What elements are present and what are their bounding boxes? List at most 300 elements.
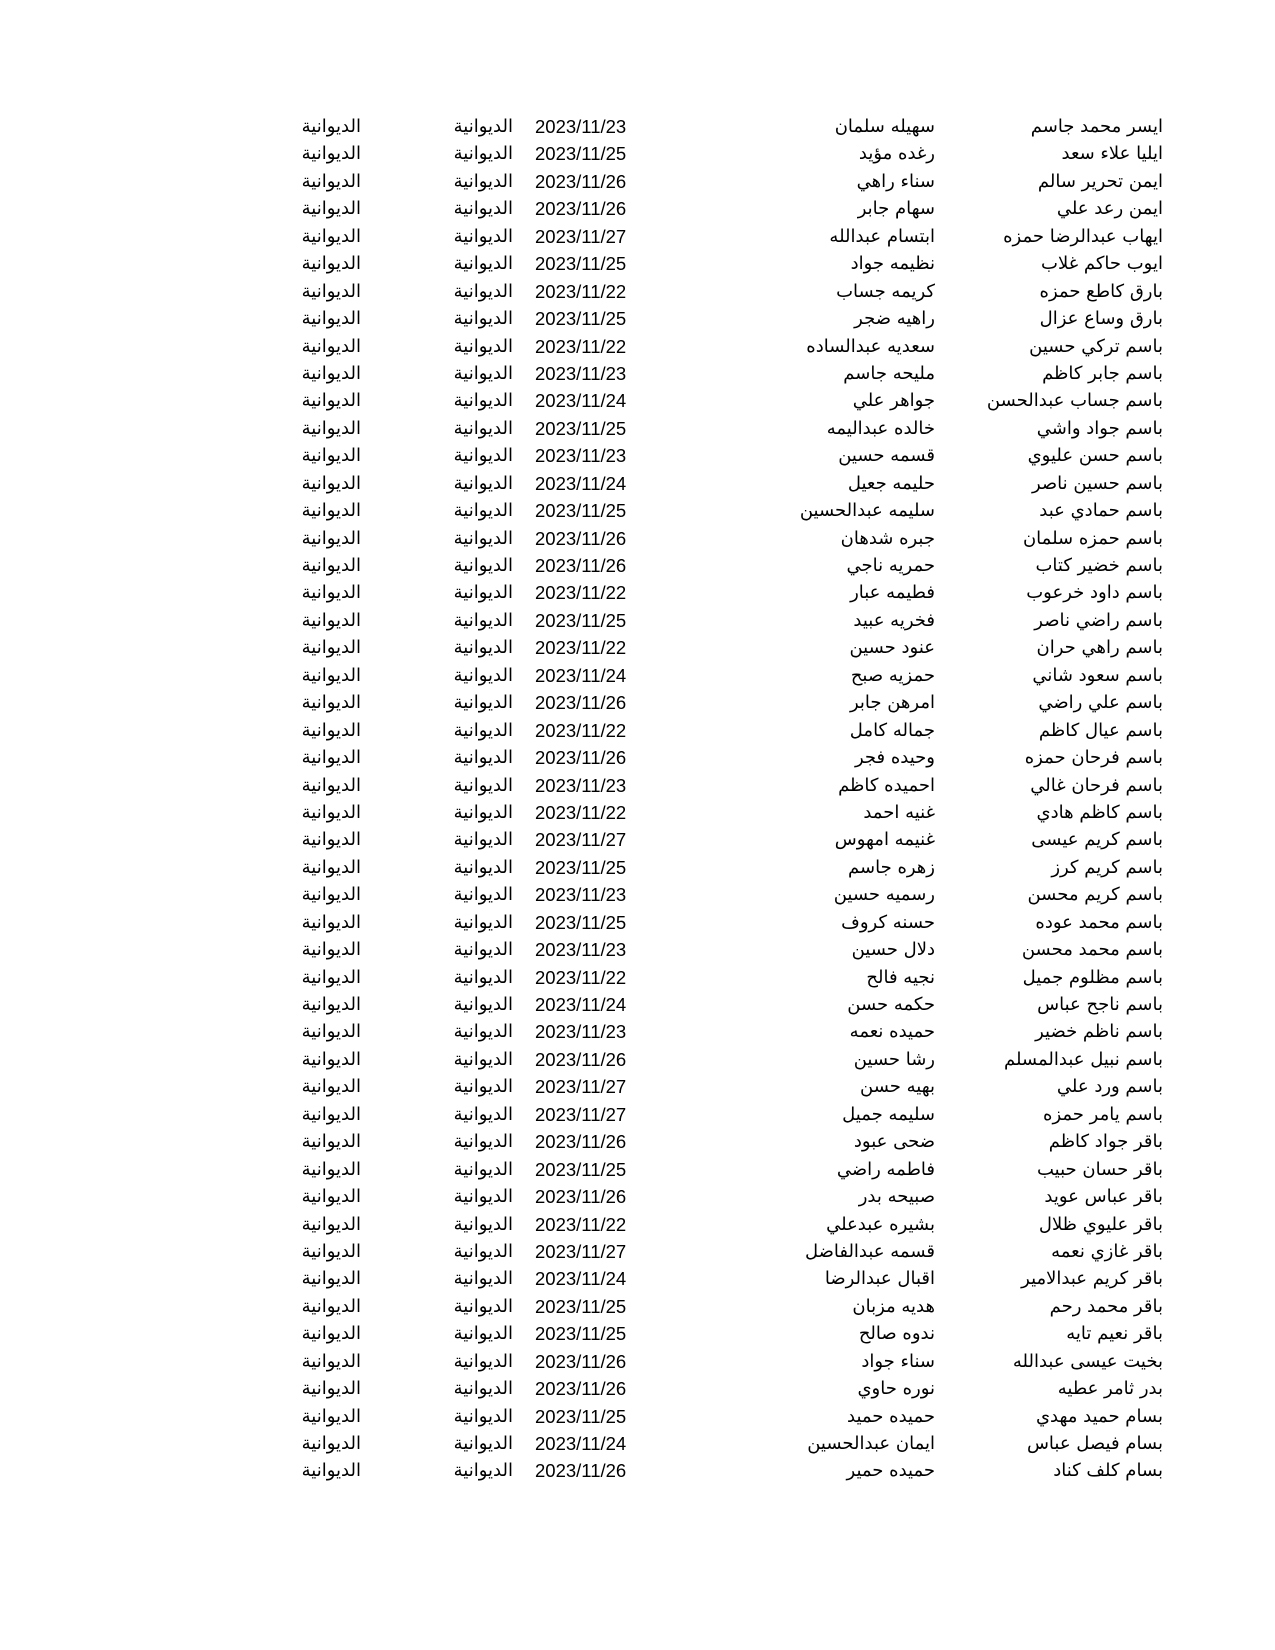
record-date: 2023/11/22: [535, 637, 627, 659]
table-row: [0, 662, 1275, 689]
person-name: باسم حمزه سلمان: [1022, 527, 1163, 549]
person-name: بدر ثامر عطيه: [1057, 1378, 1163, 1400]
mother-name: زهره جاسم: [848, 856, 935, 878]
city: الديوانية: [301, 1021, 361, 1043]
table-row: [0, 113, 1275, 140]
person-name: ايمن رعد علي: [1056, 198, 1163, 220]
table-row: [0, 1183, 1275, 1210]
table-row: [0, 1403, 1275, 1430]
table-row: [0, 387, 1275, 414]
mother-name: سليمه عبدالحسين: [799, 500, 935, 522]
mother-name: حليمه جعيل: [847, 472, 935, 494]
governorate: الديوانية: [453, 417, 513, 439]
governorate: الديوانية: [453, 994, 513, 1015]
person-name: باسم داود خرعوب: [1026, 582, 1163, 604]
table-row: [0, 854, 1275, 881]
city: الديوانية: [301, 335, 361, 357]
person-name: بارق وساع عزال: [1039, 308, 1163, 330]
person-name: بسام كلف كناد: [1053, 1460, 1163, 1482]
city: الديوانية: [301, 555, 361, 576]
governorate: الديوانية: [453, 1460, 513, 1482]
mother-name: حكمه حسن: [847, 994, 935, 1015]
mother-name: صبيحه بدر: [858, 1186, 935, 1208]
city: الديوانية: [301, 911, 361, 933]
governorate: الديوانية: [453, 719, 513, 741]
record-date: 2023/11/27: [535, 225, 627, 247]
governorate: الديوانية: [453, 1350, 513, 1372]
city: الديوانية: [301, 1213, 361, 1235]
record-date: 2023/11/22: [535, 335, 627, 357]
person-name: ايمن تحرير سالم: [1037, 170, 1163, 192]
person-name: باسم راضي ناصر: [1034, 609, 1163, 631]
city: الديوانية: [301, 472, 361, 494]
person-name: باقر جواد كاظم: [1048, 1131, 1163, 1153]
person-name: باسم كاظم هادي: [1036, 801, 1163, 823]
mother-name: مليحه جاسم: [843, 362, 935, 384]
table-row: [0, 1457, 1275, 1484]
table-row: [0, 964, 1275, 991]
mother-name: فطيمه عبار: [850, 582, 935, 604]
city: الديوانية: [301, 1048, 361, 1070]
person-name: باسم جابر كاظم: [1042, 362, 1163, 384]
governorate: الديوانية: [453, 582, 513, 604]
governorate: الديوانية: [453, 472, 513, 494]
governorate: الديوانية: [453, 1213, 513, 1235]
governorate: الديوانية: [453, 335, 513, 357]
table-row: [0, 1018, 1275, 1045]
governorate: الديوانية: [453, 609, 513, 631]
city: الديوانية: [301, 308, 361, 330]
city: الديوانية: [301, 884, 361, 906]
person-name: باسم حسن عليوي: [1027, 445, 1163, 467]
city: الديوانية: [301, 1076, 361, 1098]
record-date: 2023/11/26: [535, 527, 627, 549]
city: الديوانية: [301, 225, 361, 247]
mother-name: سهيله سلمان: [834, 116, 935, 137]
mother-name: دلال حسين: [851, 939, 935, 961]
governorate: الديوانية: [453, 1158, 513, 1180]
person-name: باقر حسان حبيب: [1036, 1158, 1163, 1180]
table-row: [0, 689, 1275, 716]
record-date: 2023/11/27: [535, 1103, 627, 1125]
table-row: [0, 1348, 1275, 1375]
table-row: [0, 799, 1275, 826]
city: الديوانية: [301, 1158, 361, 1180]
city: الديوانية: [301, 445, 361, 467]
person-name: باسم خضير كتاب: [1035, 555, 1163, 576]
governorate: الديوانية: [453, 1021, 513, 1043]
city: الديوانية: [301, 417, 361, 439]
mother-name: راهيه ضجر: [854, 308, 935, 330]
mother-name: ضحى عبود: [853, 1131, 935, 1153]
city: الديوانية: [301, 1186, 361, 1208]
governorate: الديوانية: [453, 390, 513, 412]
mother-name: خالده عبداليمه: [826, 417, 935, 439]
record-date: 2023/11/27: [535, 1076, 627, 1098]
person-name: باقر غازي نعمه: [1051, 1240, 1163, 1262]
mother-name: نوره حاوي: [857, 1378, 935, 1400]
mother-name: ندوه صالح: [858, 1323, 935, 1345]
mother-name: اقبال عبدالرضا: [824, 1268, 935, 1290]
governorate: الديوانية: [453, 1103, 513, 1125]
mother-name: وحيده فجر: [854, 747, 935, 769]
record-date: 2023/11/25: [535, 1323, 627, 1345]
record-date: 2023/11/25: [535, 1295, 627, 1317]
mother-name: قسمه حسين: [838, 445, 935, 467]
mother-name: بشيره عبدعلي: [826, 1213, 935, 1235]
mother-name: رغده مؤيد: [858, 143, 935, 165]
city: الديوانية: [301, 362, 361, 384]
mother-name: احميده كاظم: [838, 774, 935, 796]
city: الديوانية: [301, 253, 361, 275]
city: الديوانية: [301, 966, 361, 988]
city: الديوانية: [301, 609, 361, 631]
governorate: الديوانية: [453, 829, 513, 851]
mother-name: نظيمه جواد: [850, 253, 935, 275]
table-row: [0, 1430, 1275, 1457]
person-name: ايليا علاء سعد: [1061, 143, 1163, 165]
table-row: [0, 1293, 1275, 1320]
person-name: باسم راهي حران: [1036, 637, 1163, 659]
record-date: 2023/11/25: [535, 500, 627, 522]
governorate: الديوانية: [453, 170, 513, 192]
governorate: الديوانية: [453, 939, 513, 961]
governorate: الديوانية: [453, 225, 513, 247]
person-name: باقر محمد رحم: [1049, 1295, 1163, 1317]
mother-name: سليمه جميل: [842, 1103, 935, 1125]
mother-name: رسميه حسين: [833, 884, 935, 906]
record-date: 2023/11/26: [535, 1378, 627, 1400]
mother-name: نجيه فالح: [866, 966, 935, 988]
governorate: الديوانية: [453, 856, 513, 878]
table-row: [0, 936, 1275, 963]
governorate: الديوانية: [453, 280, 513, 302]
table-row: [0, 1073, 1275, 1100]
table-row: [0, 415, 1275, 442]
table-row: [0, 1238, 1275, 1265]
table-row: [0, 909, 1275, 936]
governorate: الديوانية: [453, 911, 513, 933]
governorate: الديوانية: [453, 884, 513, 906]
city: الديوانية: [301, 1131, 361, 1153]
table-row: [0, 772, 1275, 799]
table-row: [0, 470, 1275, 497]
record-date: 2023/11/22: [535, 801, 627, 823]
person-name: باقر كريم عبدالامير: [1021, 1268, 1163, 1290]
governorate: الديوانية: [453, 664, 513, 686]
city: الديوانية: [301, 582, 361, 604]
record-date: 2023/11/23: [535, 939, 627, 961]
record-date: 2023/11/23: [535, 1021, 627, 1043]
person-name: باقر عباس عويد: [1044, 1186, 1163, 1208]
city: الديوانية: [301, 1433, 361, 1454]
city: الديوانية: [301, 747, 361, 769]
table-row: [0, 579, 1275, 606]
table-row: [0, 1265, 1275, 1292]
person-name: باسم يامر حمزه: [1043, 1103, 1163, 1125]
governorate: الديوانية: [453, 143, 513, 165]
table-row: [0, 360, 1275, 387]
record-date: 2023/11/25: [535, 911, 627, 933]
table-row: [0, 881, 1275, 908]
mother-name: جبره شدهان: [840, 527, 935, 549]
mother-name: فاطمه راضي: [836, 1158, 935, 1180]
table-row: [0, 1128, 1275, 1155]
person-name: بسام حميد مهدي: [1035, 1405, 1163, 1427]
table-row: [0, 552, 1275, 579]
record-date: 2023/11/22: [535, 719, 627, 741]
record-date: 2023/11/24: [535, 1268, 627, 1290]
mother-name: عنود حسين: [849, 637, 935, 659]
record-date: 2023/11/22: [535, 1213, 627, 1235]
record-date: 2023/11/24: [535, 664, 627, 686]
governorate: الديوانية: [453, 527, 513, 549]
table-row: [0, 305, 1275, 332]
city: الديوانية: [301, 170, 361, 192]
person-name: بارق كاطع حمزه: [1039, 280, 1163, 302]
person-name: باسم جواد واشي: [1036, 417, 1163, 439]
city: الديوانية: [301, 198, 361, 220]
record-date: 2023/11/26: [535, 1350, 627, 1372]
record-date: 2023/11/23: [535, 445, 627, 467]
mother-name: هديه مزبان: [852, 1295, 935, 1317]
person-name: باسم كريم عيسى: [1031, 829, 1163, 851]
person-name: بخيت عيسى عبدالله: [1012, 1350, 1163, 1372]
governorate: الديوانية: [453, 116, 513, 137]
governorate: الديوانية: [453, 1076, 513, 1098]
person-name: باسم حمادي عبد: [1039, 500, 1163, 522]
city: الديوانية: [301, 939, 361, 961]
mother-name: حمزيه صبح: [850, 664, 935, 686]
city: الديوانية: [301, 527, 361, 549]
mother-name: حميده حمير: [846, 1460, 935, 1482]
record-date: 2023/11/22: [535, 280, 627, 302]
mother-name: بهيه حسن: [860, 1076, 935, 1098]
table-row: [0, 525, 1275, 552]
record-date: 2023/11/27: [535, 1240, 627, 1262]
governorate: الديوانية: [453, 637, 513, 659]
governorate: الديوانية: [453, 1131, 513, 1153]
person-name: باسم فرحان حمزه: [1024, 747, 1163, 769]
table-row: [0, 1211, 1275, 1238]
table-row: [0, 744, 1275, 771]
city: الديوانية: [301, 1295, 361, 1317]
record-date: 2023/11/23: [535, 774, 627, 796]
city: الديوانية: [301, 500, 361, 522]
governorate: الديوانية: [453, 774, 513, 796]
record-date: 2023/11/23: [535, 362, 627, 384]
governorate: الديوانية: [453, 1405, 513, 1427]
governorate: الديوانية: [453, 1268, 513, 1290]
city: الديوانية: [301, 774, 361, 796]
record-date: 2023/11/24: [535, 390, 627, 412]
city: الديوانية: [301, 1378, 361, 1400]
person-name: باسم نبيل عبدالمسلم: [1003, 1048, 1163, 1070]
governorate: الديوانية: [453, 1295, 513, 1317]
mother-name: حميده نعمه: [849, 1021, 935, 1043]
record-date: 2023/11/24: [535, 1433, 627, 1454]
city: الديوانية: [301, 1405, 361, 1427]
mother-name: سعديه عبدالساده: [806, 335, 935, 357]
mother-name: غنيه احمد: [863, 801, 935, 823]
record-date: 2023/11/23: [535, 116, 627, 137]
person-name: باسم ورد علي: [1056, 1076, 1163, 1098]
governorate: الديوانية: [453, 1048, 513, 1070]
city: الديوانية: [301, 390, 361, 412]
person-name: باسم عيال كاظم: [1038, 719, 1163, 741]
record-date: 2023/11/25: [535, 609, 627, 631]
person-name: باسم محمد عوده: [1035, 911, 1163, 933]
city: الديوانية: [301, 856, 361, 878]
record-date: 2023/11/23: [535, 884, 627, 906]
person-name: باسم ناجح عباس: [1037, 994, 1163, 1015]
city: الديوانية: [301, 692, 361, 714]
mother-name: جواهر علي: [852, 390, 935, 412]
mother-name: امرهن جابر: [849, 692, 935, 714]
person-name: ايهاب عبدالرضا حمزه: [1003, 225, 1163, 247]
mother-name: فخريه عبيد: [853, 609, 935, 631]
city: الديوانية: [301, 1268, 361, 1290]
person-name: باسم كريم كرز: [1051, 856, 1163, 878]
record-date: 2023/11/26: [535, 1460, 627, 1482]
person-name: ايسر محمد جاسم: [1030, 116, 1163, 137]
city: الديوانية: [301, 664, 361, 686]
record-date: 2023/11/25: [535, 308, 627, 330]
record-date: 2023/11/25: [535, 1405, 627, 1427]
record-date: 2023/11/26: [535, 747, 627, 769]
person-name: باسم فرحان غالي: [1030, 774, 1163, 796]
governorate: الديوانية: [453, 1433, 513, 1454]
table-row: [0, 497, 1275, 524]
city: الديوانية: [301, 801, 361, 823]
governorate: الديوانية: [453, 692, 513, 714]
mother-name: سناء راهي: [856, 170, 935, 192]
record-date: 2023/11/26: [535, 1131, 627, 1153]
table-row: [0, 250, 1275, 277]
record-date: 2023/11/24: [535, 994, 627, 1015]
table-row: [0, 1320, 1275, 1347]
mother-name: سهام جابر: [857, 198, 935, 220]
governorate: الديوانية: [453, 555, 513, 576]
governorate: الديوانية: [453, 362, 513, 384]
table-row: [0, 607, 1275, 634]
mother-name: حمريه ناجي: [846, 555, 935, 576]
record-date: 2023/11/25: [535, 253, 627, 275]
city: الديوانية: [301, 1350, 361, 1372]
city: الديوانية: [301, 1103, 361, 1125]
governorate: الديوانية: [453, 747, 513, 769]
governorate: الديوانية: [453, 966, 513, 988]
governorate: الديوانية: [453, 198, 513, 220]
governorate: الديوانية: [453, 308, 513, 330]
record-date: 2023/11/24: [535, 472, 627, 494]
table-row: [0, 1156, 1275, 1183]
city: الديوانية: [301, 994, 361, 1015]
governorate: الديوانية: [453, 1323, 513, 1345]
city: الديوانية: [301, 1460, 361, 1482]
city: الديوانية: [301, 719, 361, 741]
city: الديوانية: [301, 1323, 361, 1345]
city: الديوانية: [301, 143, 361, 165]
person-name: باقر عليوي ظلال: [1038, 1213, 1163, 1235]
table-row: [0, 278, 1275, 305]
record-date: 2023/11/25: [535, 417, 627, 439]
mother-name: سناء جواد: [861, 1350, 935, 1372]
person-name: ايوب حاكم غلاب: [1041, 253, 1163, 275]
table-row: [0, 140, 1275, 167]
table-row: [0, 1101, 1275, 1128]
table-row: [0, 991, 1275, 1018]
table-row: [0, 1046, 1275, 1073]
record-date: 2023/11/26: [535, 692, 627, 714]
table-row: [0, 333, 1275, 360]
mother-name: قسمه عبدالفاضل: [804, 1240, 935, 1262]
governorate: الديوانية: [453, 1378, 513, 1400]
person-name: باقر نعيم تايه: [1066, 1323, 1163, 1345]
person-name: باسم كريم محسن: [1027, 884, 1163, 906]
mother-name: رشا حسين: [853, 1048, 935, 1070]
record-date: 2023/11/26: [535, 1048, 627, 1070]
mother-name: حسنه كروف: [841, 911, 935, 933]
person-name: باسم سعود شاني: [1032, 664, 1163, 686]
city: الديوانية: [301, 116, 361, 137]
governorate: الديوانية: [453, 445, 513, 467]
person-name: باسم حسين ناصر: [1031, 472, 1163, 494]
governorate: الديوانية: [453, 500, 513, 522]
person-name: بسام فيصل عباس: [1026, 1433, 1163, 1454]
record-date: 2023/11/25: [535, 856, 627, 878]
governorate: الديوانية: [453, 1240, 513, 1262]
person-name: باسم ناظم خضير: [1035, 1021, 1163, 1043]
city: الديوانية: [301, 280, 361, 302]
mother-name: حميده حميد: [847, 1405, 935, 1427]
mother-name: جماله كامل: [849, 719, 935, 741]
record-date: 2023/11/26: [535, 555, 627, 576]
table-row: [0, 634, 1275, 661]
table-row: [0, 195, 1275, 222]
record-date: 2023/11/27: [535, 829, 627, 851]
governorate: الديوانية: [453, 801, 513, 823]
governorate: الديوانية: [453, 253, 513, 275]
record-date: 2023/11/26: [535, 170, 627, 192]
city: الديوانية: [301, 829, 361, 851]
table-row: [0, 168, 1275, 195]
person-name: باسم علي راضي: [1038, 692, 1163, 714]
mother-name: كريمه جساب: [836, 280, 935, 302]
person-name: باسم تركي حسين: [1029, 335, 1163, 357]
record-date: 2023/11/22: [535, 966, 627, 988]
table-row: [0, 1375, 1275, 1402]
table-row: [0, 826, 1275, 853]
mother-name: غنيمه امهوس: [834, 829, 935, 851]
mother-name: ايمان عبدالحسين: [807, 1433, 935, 1454]
record-date: 2023/11/25: [535, 143, 627, 165]
records-list: [0, 113, 1275, 1485]
city: الديوانية: [301, 637, 361, 659]
person-name: باسم جساب عبدالحسن: [986, 390, 1163, 412]
city: الديوانية: [301, 1240, 361, 1262]
table-row: [0, 442, 1275, 469]
person-name: باسم مظلوم جميل: [1022, 966, 1163, 988]
mother-name: ابتسام عبدالله: [829, 225, 935, 247]
table-row: [0, 223, 1275, 250]
record-date: 2023/11/22: [535, 582, 627, 604]
person-name: باسم محمد محسن: [1021, 939, 1163, 961]
record-date: 2023/11/26: [535, 1186, 627, 1208]
record-date: 2023/11/25: [535, 1158, 627, 1180]
governorate: الديوانية: [453, 1186, 513, 1208]
record-date: 2023/11/26: [535, 198, 627, 220]
